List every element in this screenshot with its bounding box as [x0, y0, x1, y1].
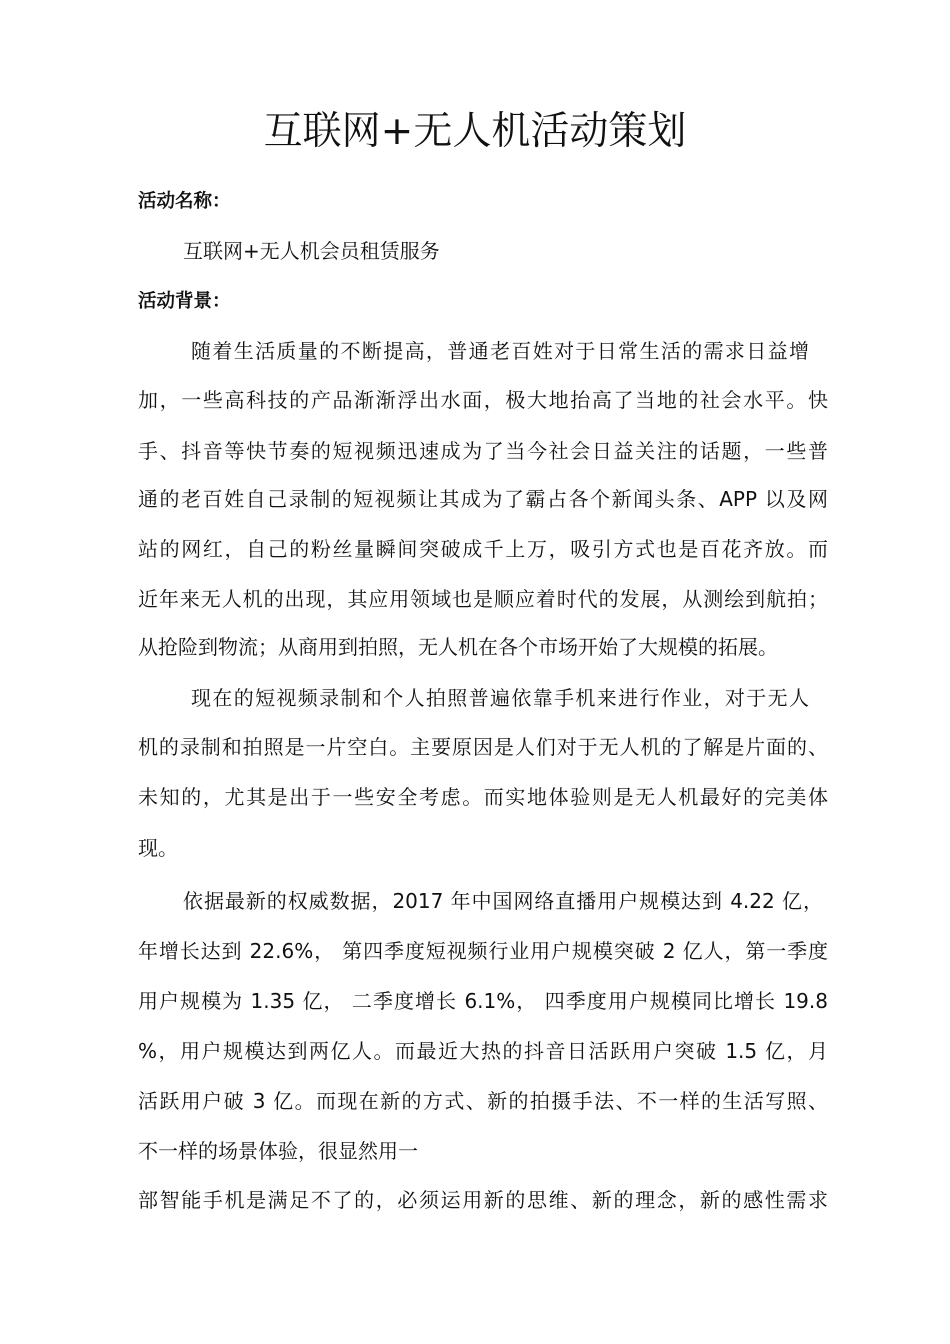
paragraph-line: 现在的短视频录制和个人拍照普遍依靠手机来进行作业，对于无人 [191, 686, 809, 710]
paragraph-line: 年增长达到 22.6%， 第四季度短视频行业用户规模突破 2 亿人，第一季度 [138, 939, 828, 963]
paragraph-line: 未知的，尤其是出于一些安全考虑。而实地体验则是无人机最好的完美体 [138, 785, 828, 809]
activity-name-value: 互联网+无人机会员租赁服务 [183, 239, 440, 263]
paragraph-line: 不一样的场景体验，很显然用一 [138, 1139, 418, 1163]
paragraph-line: 用户规模为 1.35 亿， 二季度增长 6.1%， 四季度用户规模同比增长 19.8 [138, 989, 828, 1013]
paragraph-line: %，用户规模达到两亿人。而最近大热的抖音日活跃用户突破 1.5 亿，月 [138, 1039, 828, 1063]
paragraph-line: 现。 [138, 836, 178, 860]
paragraph-line: 机的录制和拍照是一片空白。主要原因是人们对于无人机的了解是片面的、 [138, 735, 828, 759]
paragraph-line: 近年来无人机的出现，其应用领域也是顺应着时代的发展，从测绘到航拍； [138, 587, 828, 611]
paragraph-line: 部智能手机是满足不了的，必须运用新的思维、新的理念，新的感性需求 [138, 1188, 828, 1212]
paragraph-line: 加，一些高科技的产品渐渐浮出水面，极大地抬高了当地的社会水平。快 [138, 388, 828, 412]
paragraph-line: 依据最新的权威数据，2017 年中国网络直播用户规模达到 4.22 亿， [183, 889, 823, 913]
paragraph-line: 从抢险到物流；从商用到拍照，无人机在各个市场开始了大规模的拓展。 [138, 635, 778, 659]
paragraph-line: 通的老百姓自己录制的短视频让其成为了霸占各个新闻头条、APP 以及网 [138, 487, 828, 511]
document-title: 互联网+无人机活动策划 [263, 109, 687, 154]
paragraph-line: 站的网红，自己的粉丝量瞬间突破成千上万，吸引方式也是百花齐放。而 [138, 537, 828, 561]
paragraph-line: 活跃用户破 3 亿。而现在新的方式、新的拍摄手法、不一样的生活写照、 [138, 1089, 828, 1113]
paragraph-line: 随着生活质量的不断提高，普通老百姓对于日常生活的需求日益增 [191, 339, 809, 363]
section-heading-activity-name: 活动名称： [138, 191, 231, 212]
paragraph-line: 手、抖音等快节奏的短视频迅速成为了当今社会日益关注的话题，一些普 [138, 439, 828, 463]
section-heading-activity-background: 活动背景： [138, 291, 231, 312]
